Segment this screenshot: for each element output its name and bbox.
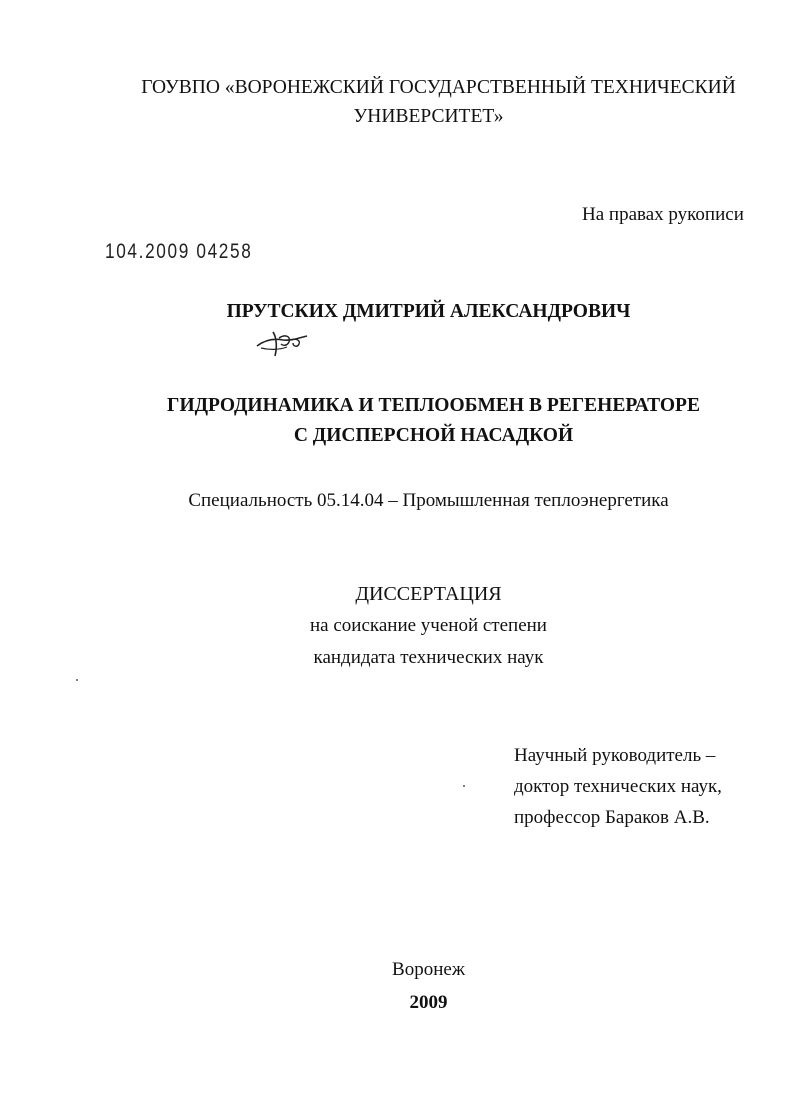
supervisor-line-2: доктор технических наук, bbox=[514, 776, 722, 797]
degree-line-2: кандидата технических наук bbox=[313, 647, 544, 668]
degree-line-1: на соискание ученой степени bbox=[310, 615, 547, 636]
supervisor-line-3: профессор Бараков А.В. bbox=[514, 807, 710, 828]
institution-line-2: УНИВЕРСИТЕТ» bbox=[353, 106, 504, 127]
inventory-number-stamp: 104.2009 04258 bbox=[105, 240, 253, 263]
document-type: ДИССЕРТАЦИЯ bbox=[355, 583, 502, 605]
dissertation-title-line-2: С ДИСПЕРСНОЙ НАСАДКОЙ bbox=[293, 425, 574, 446]
author-signature bbox=[255, 328, 315, 358]
scan-speck bbox=[463, 785, 465, 787]
dissertation-title-line-1: ГИДРОДИНАМИКА И ТЕПЛООБМЕН В РЕГЕНЕРАТОРЕ bbox=[167, 395, 700, 416]
supervisor-block bbox=[514, 740, 722, 833]
manuscript-rights-note: На правах рукописи bbox=[582, 204, 744, 225]
author-name: ПРУТСКИХ ДМИТРИЙ АЛЕКСАНДРОВИЧ bbox=[226, 301, 631, 322]
city: Воронеж bbox=[392, 959, 465, 980]
scan-speck bbox=[76, 679, 78, 681]
supervisor-line-1: Научный руководитель – bbox=[514, 745, 716, 766]
institution-line-1: ГОУВПО «ВОРОНЕЖСКИЙ ГОСУДАРСТВЕННЫЙ ТЕХНИЧЕСКИЙ bbox=[141, 77, 736, 98]
specialty-line: Специальность 05.14.04 – Промышленная теплоэнергетика bbox=[188, 490, 669, 511]
year: 2009 bbox=[409, 992, 448, 1013]
